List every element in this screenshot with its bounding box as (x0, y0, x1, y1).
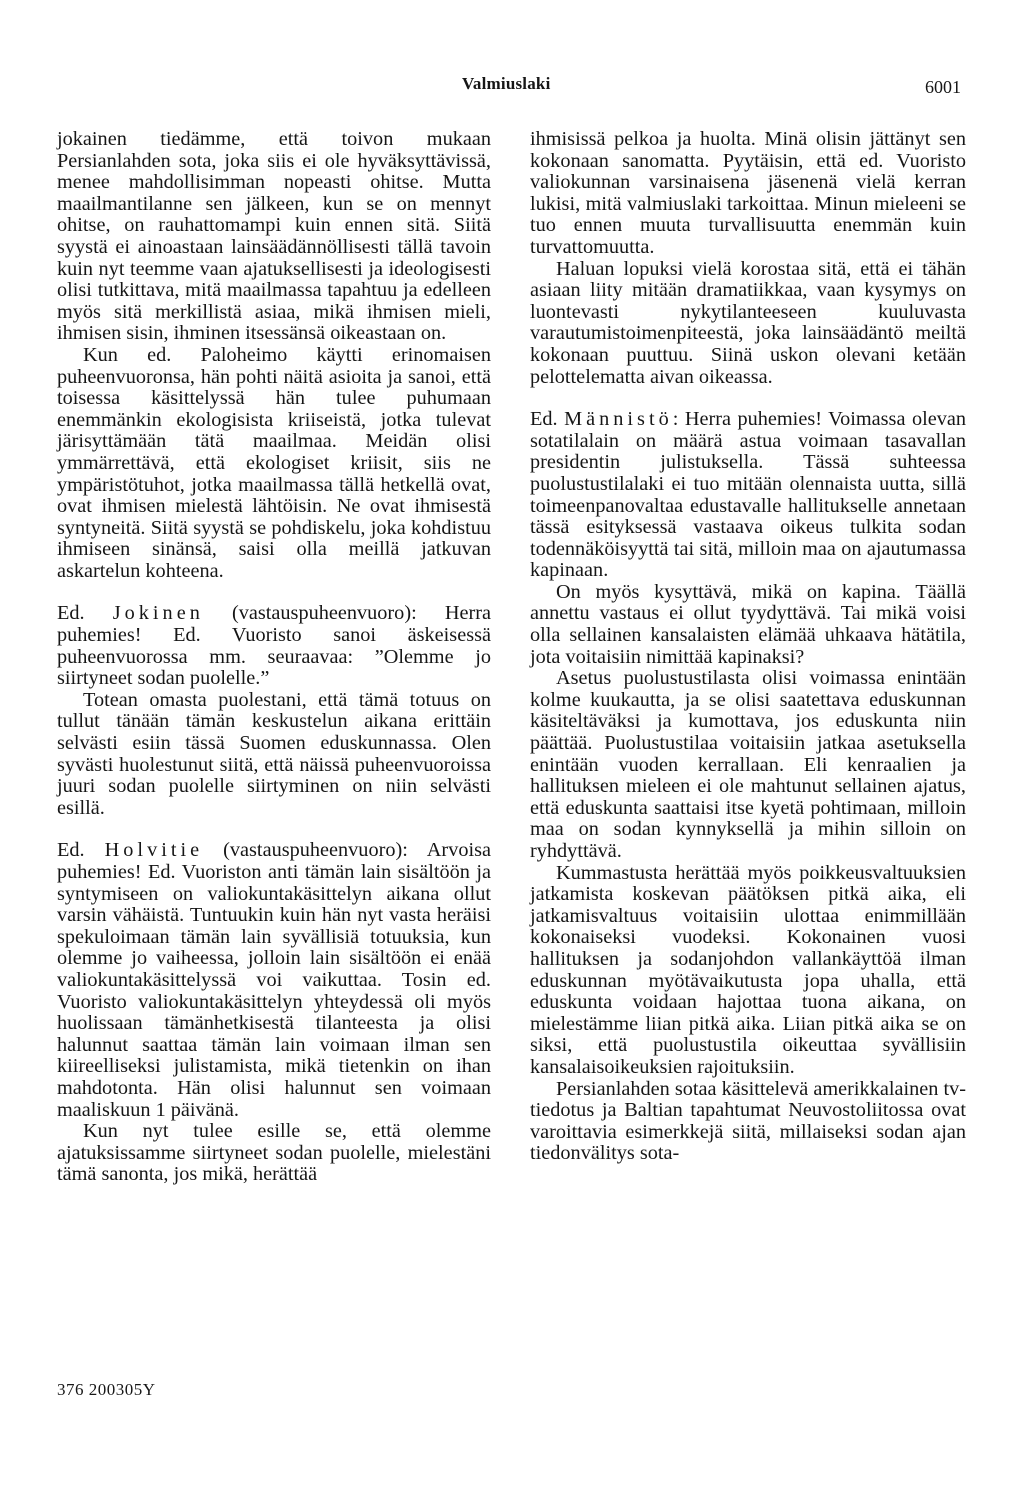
speech-opening (57, 603, 491, 689)
paragraph: Kummastusta herättää myös poikkeusvaltuuksien jatkamista koskevan päätöksen pitkä aika, eli jatkamisvaltuus voitaisiin ulottaa enimmillään kokonaiseksi vuodeksi. Kokonainen vuosi hallituksen ja sodanjohdon vallankäyttöä ilman eduskunnan myötävaikutusta jopa uhalla, että eduskunta voidaan hajottaa tuona aikana, on mielestämme liian pitkä aika. Liian pitkä aika se on siksi, että puolustustila oikeuttaa syvällisiin kansalaisoikeuksien rajoituksiin. (530, 861, 966, 1078)
speech-text: (vastauspuheenvuoro): Herra puhemies! Ed. Vuoristo sanoi äskeisessä puheenvuorossa mm. seuraavaa: ”Olemme jo siirtyneet sodan puolelle.” (57, 602, 492, 690)
speaker-name: Jokinen (112, 602, 204, 625)
speech-prefix: Ed. (530, 408, 565, 431)
speech-opening (57, 840, 491, 1121)
paragraph: Kun ed. Paloheimo käytti erinomaisen puheenvuoronsa, hän pohti näitä asioita ja sanoi, että toisessa käsittelyssä hän tulee puhumaan enemmänkin ekologisista kriiseistä, jotka tulevat järisyttämään tätä maailmaa. Meidän olisi ymmärrettävä, että ekologiset kriisit, siis ne ympäristötuhot, jotka maailmassa tällä hetkellä ovat, ovat ihmisen mielestä lähtöisin. Ne ovat ihmisestä syntyneitä. Siitä syystä se pohdiskelu, joka kohdistuu ihmiseen sinänsä, saisi olla meillä jatkuvan askartelun kohteena. (57, 343, 491, 582)
paragraph: Asetus puolustustilasta olisi voimassa enintään kolme kuukautta, ja se olisi saatettava eduskunnan käsiteltäväksi ja kumottava, jos eduskunta niin päättää. Puolustustilaa voitaisiin jatkaa asetuksella enintään vuoden kerrallaan. Eli kenraalien ja hallituksen mieleen ei ole mahtunut sellainen ajatus, että eduskunta saattaisi itse kyetä pohtimaan, milloin maa on sodan kynnyksellä ja mihin silloin on ryhdyttävä. (530, 667, 966, 862)
footer-code: 376 200305Y (57, 1380, 156, 1399)
speaker-name: Holvitie (104, 839, 204, 862)
left-column (57, 129, 491, 1186)
paragraph: On myös kysyttävä, mikä on kapina. Täällä annettu vastaus ei ollut tyydyttävä. Tai mikä voisi olla sellainen kansalaisten elämää uhkaava hätätila, jota voitaisiin nimittää kapinaksi? (530, 580, 966, 668)
speech-opening (530, 409, 966, 582)
speaker-name: Männistö (564, 408, 673, 431)
speech-text: (vastauspuheenvuoro): Arvoisa puhemies! Ed. Vuoriston anti tämän lain sisältöön ja syntymiseen on valiokuntakäsittelyn aikana ollut varsin vähäistä. Tuntuukin kuin hän nyt vasta heräisi spekuloimaan tämän lain syvällisiä totuuksia, kun olemme jo vaiheessa, jolloin lain sisältöön ei enää valiokuntakäsittelyssä voi vaikuttaa. Tosin ed. Vuoristo valiokuntakäsittelyn yhteydessä oli myös huolissaan tämänhetkisestä tilanteesta ja olisi halunnut saattaa tämän lain voimaan ilman sen kiireelliseksi julistamista, mikä tietenkin on ihan mahdotonta. Hän olisi halunnut sen voimaan maaliskuun 1 päivänä. (57, 839, 491, 1121)
paragraph: jokainen tiedämme, että toivon mukaan Persianlahden sota, joka siis ei ole hyväksyttävissä, menee mahdollisimman nopeasti ohitse. Mutta maailmantilanne sen jälkeen, kun se on mennyt ohitse, on rauhattomampi kuin ennen sitä. Siitä syystä ei ainoastaan lainsäädännöllisesti tällä tavoin kuin nyt teemme vaan ajatuksellisesti ja ideologisesti olisi tutkittava, mitä maailmassa tapahtuu ja edelleen myös sitä merkillistä asiaa, mikä ihmisen mieli, ihmisen sisin, ihminen itsessänsä oikeastaan on. (57, 128, 491, 345)
speech-prefix: Ed. (57, 602, 113, 625)
paragraph: Totean omasta puolestani, että tämä totuus on tullut tänään tämän keskustelun aikana erittäin selvästi esiin tässä Suomen eduskunnassa. Olen syvästi huolestunut siitä, että näissä puheenvuoroissa juuri sodan puolelle siirtyminen on niin selvästi esillä. (57, 688, 491, 819)
right-column (530, 129, 966, 1165)
paragraph: Persianlahden sotaa käsittelevä amerikkalainen tv-tiedotus ja Baltian tapahtumat Neuvostoliitossa ovat varoittavia esimerkkejä siitä, millaiseksi sodan ajan tiedonvälitys sota- (530, 1077, 966, 1165)
paragraph: Haluan lopuksi vielä korostaa sitä, että ei tähän asiaan liity mitään dramatiikkaa, vaan kysymys on luontevasti nykytilanteeseen kuuluvasta varautumistoimenpiteestä, joka lainsäädäntö meiltä kokonaan puuttuu. Siinä uskon olevani ketään pelottelematta aivan oikeassa. (530, 257, 966, 388)
running-title: Valmiuslaki (462, 74, 551, 93)
speech-prefix: Ed. (57, 839, 105, 862)
paragraph: Kun nyt tulee esille se, että olemme ajatuksissamme siirtyneet sodan puolelle, mielestäni tämä sanonta, jos mikä, herättää (57, 1120, 491, 1186)
running-head (0, 74, 1024, 98)
page-number: 6001 (925, 77, 961, 97)
paragraph: ihmisissä pelkoa ja huolta. Minä olisin jättänyt sen kokonaan sanomatta. Pyytäisin, että ed. Vuoristo valiokunnan varsinaisena jäsenenä vielä kerran lukisi, mitä valmiuslaki tarkoittaa. Minun mieleeni se tuo ennen muuta turvallisuutta enemmän kuin turvattomuutta. (530, 128, 966, 258)
speech-text: : Herra puhemies! Voimassa olevan sotatilalain on määrä astua voimaan tasavallan presidentin julistuksella. Tässä suhteessa puolustustilalaki ei tuo mitään olennaista uutta, sillä toimeenpanovaltaa edustavalle hallitukselle annetaan tässä esityksessä vastaava oikeus tulkita sodan todennäköisyyttä tai sitä, milloin maa on ajautumassa kapinaan. (530, 408, 967, 582)
